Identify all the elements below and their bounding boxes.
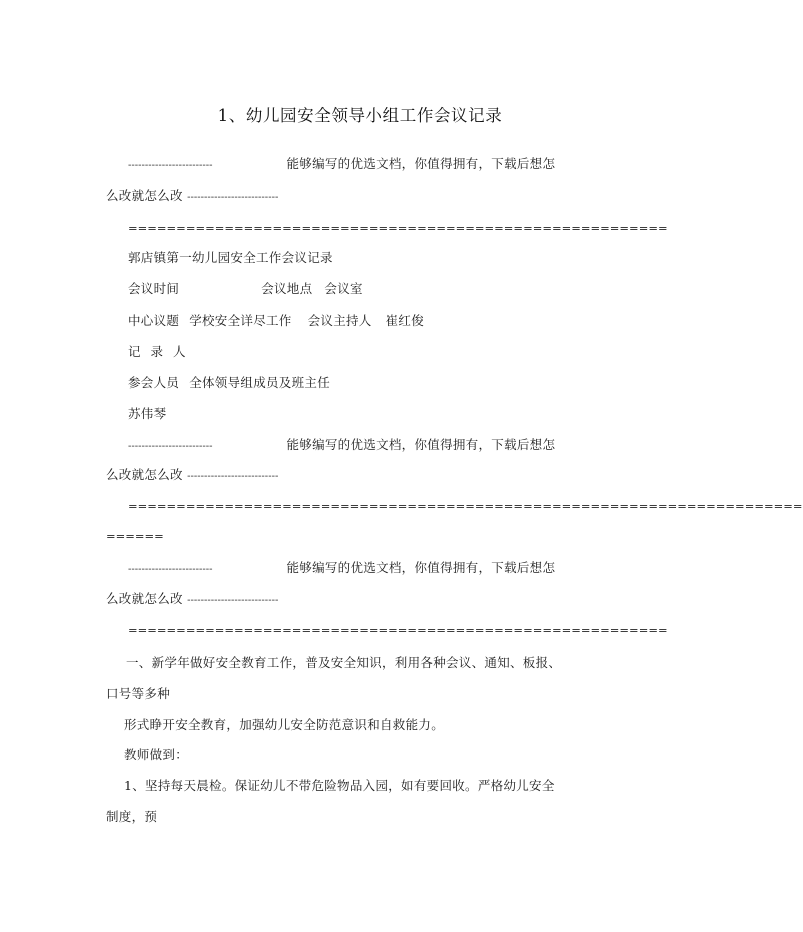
attendees-label: 参会人员 bbox=[128, 375, 180, 390]
promo-continuation-line bbox=[106, 467, 278, 485]
paragraph-2: 形式睁开安全教育，加强幼儿安全防范意识和自救能力。 bbox=[124, 717, 445, 732]
paragraph-4-line-2: 制度，预 bbox=[106, 809, 158, 824]
recorder-label: 记 录 人 bbox=[128, 344, 189, 359]
promo-dashes-left: ------------------------- bbox=[128, 441, 213, 452]
promo-continuation: 么改就怎么改 bbox=[106, 467, 183, 482]
paragraph-4-line-1: 1、坚持每天晨检。保证幼儿不带危险物品入园，如有要回收。严格幼儿安全 bbox=[124, 778, 555, 793]
promo-continuation-line bbox=[106, 591, 278, 609]
promo-text: 能够编写的优选文档，你值得拥有，下载后想怎 bbox=[286, 437, 556, 452]
promo-line bbox=[128, 560, 555, 578]
paragraph-1-line-1: 一、新学年做好安全教育工作，普及安全知识，利用各种会议、通知、板报、 bbox=[126, 655, 562, 670]
attendees-line bbox=[128, 375, 330, 391]
promo-dashes-right: --------------------------- bbox=[187, 471, 279, 482]
paragraph-1-line-2: 口号等多种 bbox=[106, 686, 171, 701]
paragraph-3: 教师做到： bbox=[124, 747, 189, 762]
topic-host-line bbox=[128, 313, 424, 329]
separator-line-long: ====================================================================== bbox=[128, 499, 803, 513]
promo-text: 能够编写的优选文档，你值得拥有，下载后想怎 bbox=[286, 156, 556, 171]
separator-line: ======================================================== bbox=[128, 221, 668, 235]
place-value: 会议室 bbox=[324, 281, 363, 296]
host-label: 会议主持人 bbox=[307, 313, 372, 328]
separator-line-long-tail: ====== bbox=[106, 529, 164, 543]
attendees-value: 全体领导组成员及班主任 bbox=[189, 375, 331, 390]
promo-dashes-right: --------------------------- bbox=[187, 595, 279, 606]
promo-dashes-right: --------------------------- bbox=[187, 192, 279, 203]
promo-continuation-line bbox=[106, 188, 278, 206]
promo-line bbox=[128, 156, 555, 174]
promo-continuation: 么改就怎么改 bbox=[106, 188, 183, 203]
promo-continuation: 么改就怎么改 bbox=[106, 591, 183, 606]
time-label: 会议时间 bbox=[128, 281, 180, 296]
promo-text: 能够编写的优选文档，你值得拥有，下载后想怎 bbox=[286, 560, 556, 575]
separator-line: ======================================================== bbox=[128, 623, 668, 637]
recorder-name: 苏伟琴 bbox=[128, 406, 167, 421]
host-value: 崔红俊 bbox=[385, 313, 425, 328]
place-label: 会议地点 bbox=[261, 281, 313, 296]
org-heading: 郭店镇第一幼儿园安全工作会议记录 bbox=[128, 250, 333, 265]
topic-label: 中心议题 bbox=[128, 313, 180, 328]
topic-value: 学校安全详尽工作 bbox=[189, 313, 292, 328]
promo-line bbox=[128, 437, 555, 455]
document-title: 1、幼儿园安全领导小组工作会议记录 bbox=[217, 106, 503, 125]
meeting-time-place-line bbox=[128, 281, 363, 297]
promo-dashes-left: ------------------------- bbox=[128, 564, 213, 575]
promo-dashes-left: ------------------------- bbox=[128, 160, 213, 171]
